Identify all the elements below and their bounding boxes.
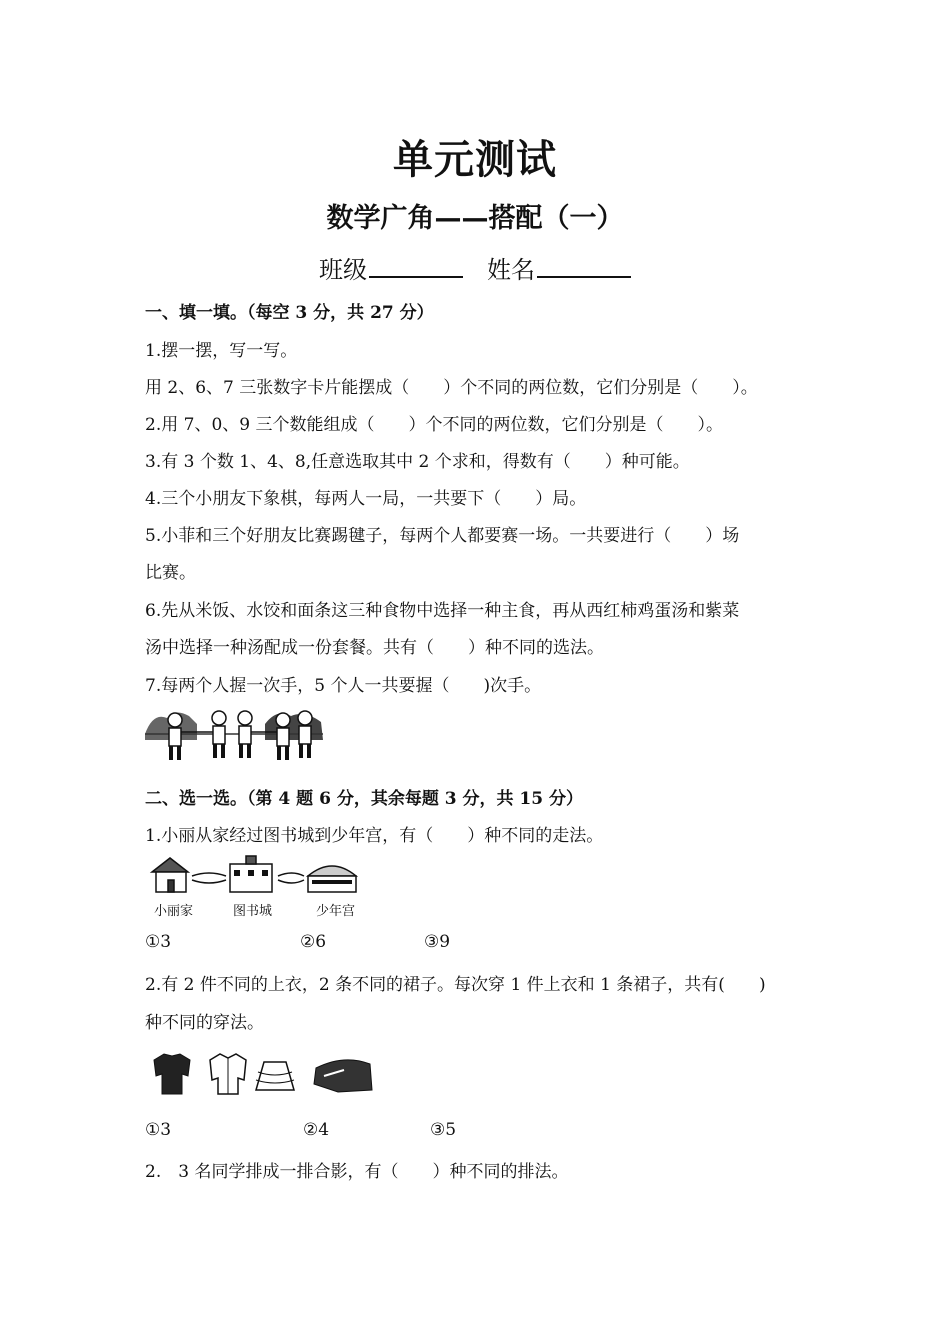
s1-line-10: 7.每两个人握一次手，5 个人一共要握（ )次手。	[145, 676, 542, 696]
page-subtitle: 数学广角——搭配（一）	[326, 203, 624, 234]
s1-line-5: 4.三个小朋友下象棋，每两人一局，一共要下（ ）局。	[145, 489, 587, 509]
s2-q1-text: 1.小丽从家经过图书城到少年宫，有（ ）种不同的走法。	[145, 826, 604, 846]
page-title: 单元测试	[393, 137, 557, 183]
q1-option-1[interactable]: ①3	[145, 932, 172, 952]
name-blank[interactable]	[537, 254, 631, 278]
q2-option-1[interactable]: ①3	[145, 1120, 172, 1140]
place-label-library: 图书城	[233, 904, 273, 919]
route-illustration	[148, 852, 368, 896]
s1-line-2: 用 2、6、7 三张数字卡片能摆成（ ）个不同的两位数，它们分别是（ ）。	[145, 378, 758, 398]
s1-line-9: 汤中选择一种汤配成一份套餐。共有（ ）种不同的选法。	[145, 638, 604, 658]
class-blank[interactable]	[369, 254, 463, 278]
section2-heading: 二、选一选。（第 4 题 6 分，其余每题 3 分，共 15 分）	[145, 789, 583, 809]
clothes-illustration	[148, 1050, 378, 1096]
s2-q3-text: 2. 3 名同学排成一排合影，有（ ）种不同的排法。	[145, 1162, 569, 1182]
section1-heading: 一、填一填。（每空 3 分，共 27 分）	[145, 303, 434, 323]
name-label: 姓名	[487, 256, 535, 284]
children-handshake-illustration	[145, 704, 325, 766]
s1-line-1: 1.摆一摆，写一写。	[145, 341, 298, 361]
q1-option-2[interactable]: ②6	[300, 932, 327, 952]
s1-line-3: 2.用 7、0、9 三个数能组成（ ）个不同的两位数，它们分别是（ ）。	[145, 415, 723, 435]
s1-line-8: 6.先从米饭、水饺和面条这三种食物中选择一种主食，再从西红柿鸡蛋汤和紫菜	[145, 601, 740, 621]
s1-line-7: 比赛。	[145, 563, 196, 583]
s2-q2-line2: 种不同的穿法。	[145, 1013, 264, 1033]
s1-line-6: 5.小菲和三个好朋友比赛踢毽子，每两个人都要赛一场。一共要进行（ ）场	[145, 526, 740, 546]
s1-line-4: 3.有 3 个数 1、4、8,任意选取其中 2 个求和，得数有（ ）种可能。	[145, 452, 690, 472]
student-info-line	[0, 250, 950, 285]
place-label-youth-palace: 少年宫	[316, 904, 356, 919]
s2-q2-line1: 2.有 2 件不同的上衣，2 条不同的裙子。每次穿 1 件上衣和 1 条裙子，共有( )	[145, 975, 766, 995]
class-label: 班级	[319, 256, 367, 284]
q1-option-3[interactable]: ③9	[424, 932, 451, 952]
q2-option-3[interactable]: ③5	[430, 1120, 457, 1140]
place-label-home: 小丽家	[154, 904, 194, 919]
q2-option-2[interactable]: ②4	[303, 1120, 330, 1140]
